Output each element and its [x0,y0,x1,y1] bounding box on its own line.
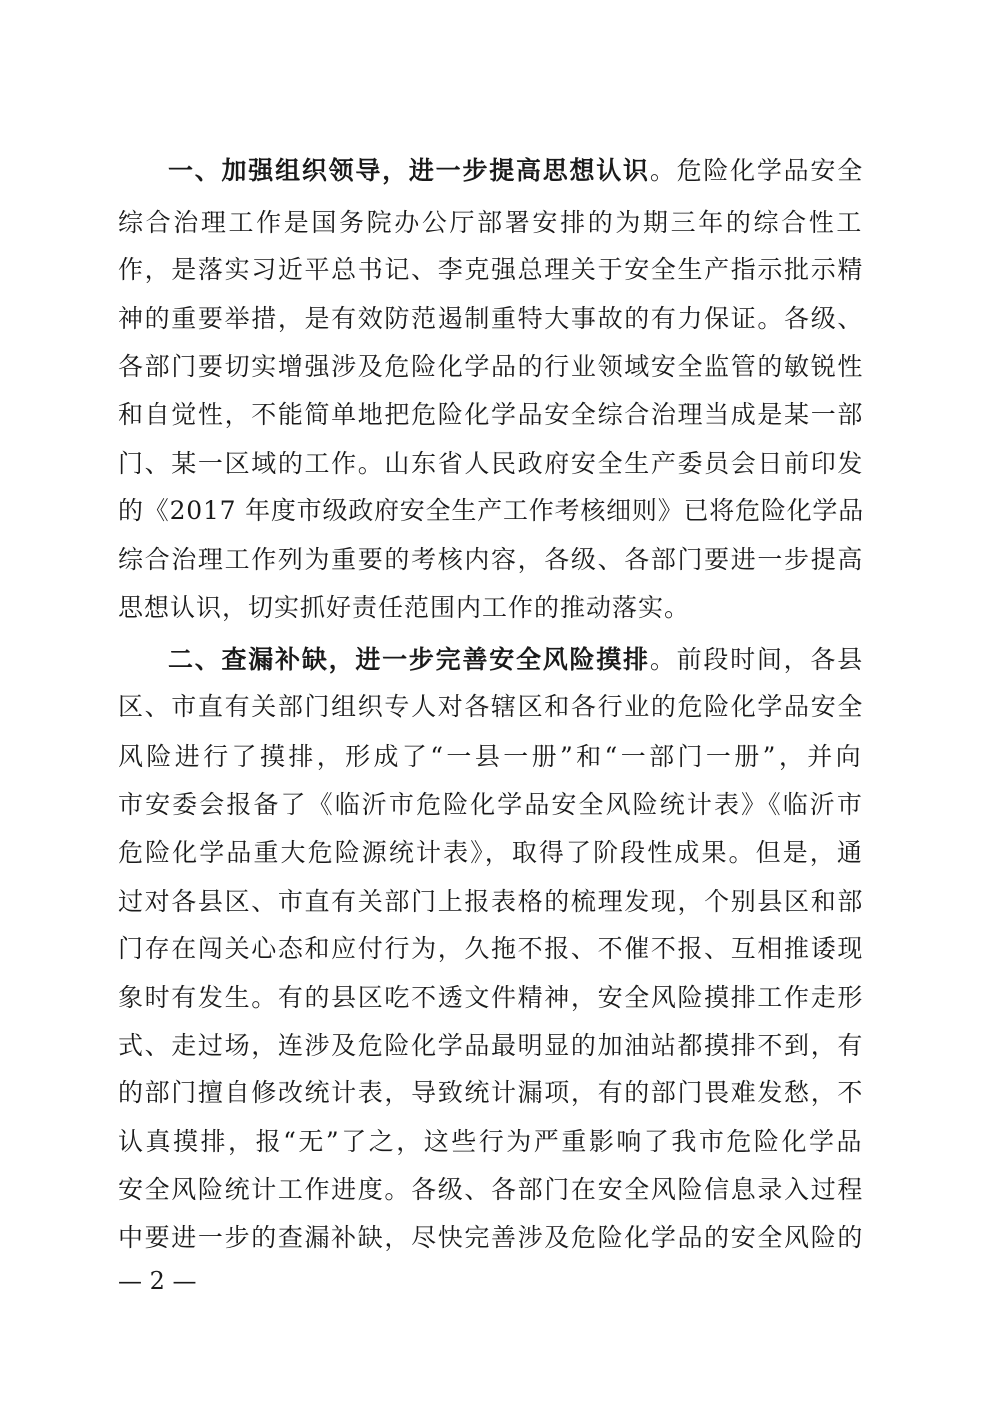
paragraph-1-line [118,206,864,240]
body-text-run: 门、某一区域的工作。山东省人民政府安全生产委员会日前印发 [118,449,864,478]
paragraph-2-line [118,836,864,870]
body-text-run: 风险进行了摸排，形成了“一县一册”和“一部门一册”，并向 [118,742,864,771]
section-heading: 一、加强组织领导，进一步提高思想认识 [168,156,650,185]
paragraph-1-line [118,350,864,384]
paragraph-2-line [118,932,864,966]
paragraph-1-line [118,253,864,287]
paragraph-1-line [118,398,864,432]
body-text-run: 作，是落实习近平总书记、李克强总理关于安全生产指示批示精 [118,255,864,284]
paragraph-1-line [118,447,864,481]
body-text-run: 。前段时间，各县 [649,645,864,674]
paragraph-1-line [168,154,864,188]
body-text-run: 认真摸排，报“无”了之，这些行为严重影响了我市危险化学品 [118,1127,864,1156]
body-text-run: 象时有发生。有的县区吃不透文件精神，安全风险摸排工作走形 [118,983,864,1012]
body-text-run: 市安委会报备了《临沂市危险化学品安全风险统计表》《临沂市 [118,790,864,819]
body-text-run: 安全风险统计工作进度。各级、各部门在安全风险信息录入过程 [118,1175,864,1204]
paragraph-2-line [118,1125,864,1159]
body-text-run: 。危险化学品安全 [649,156,864,185]
body-text-run: 综合治理工作列为重要的考核内容，各级、各部门要进一步提高 [118,545,864,574]
section-heading: 二、查漏补缺，进一步完善安全风险摸排 [168,645,650,674]
paragraph-2-line [118,740,864,774]
body-text-run: 和自觉性，不能简单地把危险化学品安全综合治理当成是某一部 [118,400,864,429]
paragraph-2-line [118,1029,864,1063]
paragraph-2-line [118,788,864,822]
paragraph-1-line [118,591,690,625]
body-text-run: 的部门擅自修改统计表，导致统计漏项，有的部门畏难发愁，不 [118,1078,864,1107]
paragraph-2-line [118,981,864,1015]
body-text-run: 的《2017 年度市级政府安全生产工作考核细则》已将危险化学品 [118,496,864,525]
body-text-run: 思想认识，切实抓好责任范围内工作的推动落实。 [118,593,691,622]
paragraph-2-line [168,643,864,677]
paragraph-2-line [118,1076,864,1110]
body-text-run: 危险化学品重大危险源统计表》，取得了阶段性成果。但是，通 [118,838,864,867]
paragraph-1-line [118,494,864,528]
paragraph-2-line [118,1173,864,1207]
paragraph-2-line [118,690,864,724]
paragraph-1-line [118,543,864,577]
body-text-run: 门存在闯关心态和应付行为，久拖不报、不催不报、互相推诿现 [118,934,864,963]
paragraph-2-line [118,1221,864,1255]
paragraph-2-line [118,885,864,919]
body-text-run: 区、市直有关部门组织专人对各辖区和各行业的危险化学品安全 [118,692,864,721]
body-text-run: 神的重要举措，是有效防范遏制重特大事故的有力保证。各级、 [118,304,864,333]
body-text-run: 过对各县区、市直有关部门上报表格的梳理发现，个别县区和部 [118,887,864,916]
paragraph-1-line [118,302,864,336]
body-text-run: 各部门要切实增强涉及危险化学品的行业领域安全监管的敏锐性 [118,352,864,381]
page-number: — 2 — [118,1267,197,1295]
body-text-run: 中要进一步的查漏补缺，尽快完善涉及危险化学品的安全风险的 [118,1223,864,1252]
body-text-run: 式、走过场，连涉及危险化学品最明显的加油站都摸排不到，有 [118,1031,864,1060]
body-text-run: 综合治理工作是国务院办公厅部署安排的为期三年的综合性工 [118,208,864,237]
